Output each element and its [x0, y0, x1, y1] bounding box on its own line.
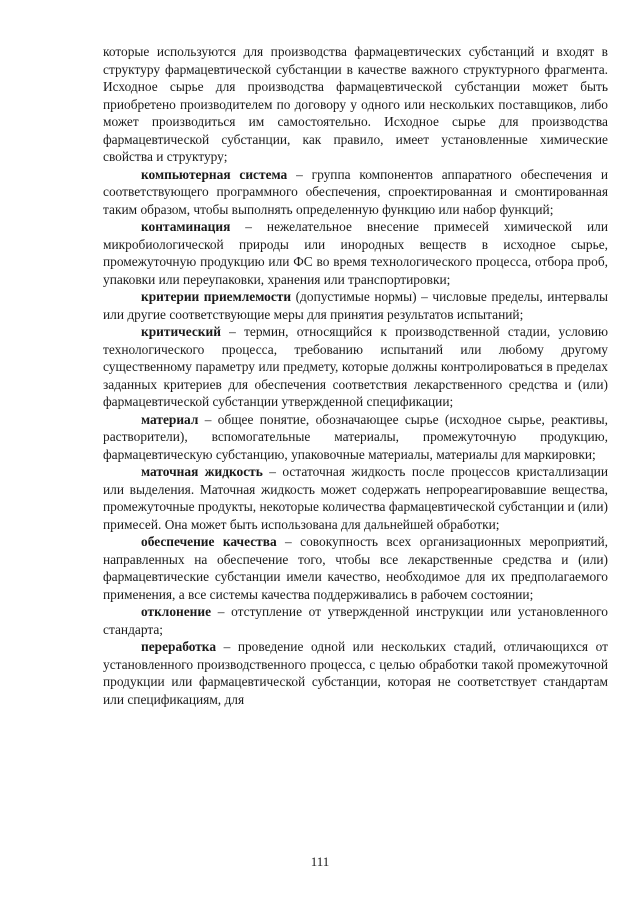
- definition-text: – проведение одной или нескольких стадий, отличающихся от установленного производственного процесса, с целью обработки такой промежуточной продукции или фармацевтической субстанции, которая не соответствует стандартам или спецификациям, для: [103, 639, 608, 707]
- term: компьютерная система: [141, 166, 288, 182]
- intro-paragraph: которые используются для производства фармацевтических субстанций и входят в структуру фармацевтической субстанции в качестве важного структурного фрагмента. Исходное сырье для производства фармацевтической субстанции может быть приобретено производителем по договору у одного или нескольких поставщиков, либо может производиться им самостоятельно. Исходное сырье для производства фармацевтической субстанции, как правило, имеет установленные химические свойства и структуру;: [103, 44, 608, 164]
- page-number: 111: [310, 854, 330, 869]
- document-page: [103, 43, 608, 708]
- definition-critical: [103, 323, 608, 411]
- definition-contamination: [103, 218, 608, 288]
- definition-text: – общее понятие, обозначающее сырье (исходное сырье, реактивы, растворители), вспомогательные материалы, промежуточную продукцию, фармацевтическую субстанцию, упаковочные материалы, материалы для маркировки;: [103, 411, 608, 462]
- term: критический: [141, 324, 221, 339]
- definition-reprocessing: [103, 638, 608, 708]
- definition-quality-assurance: [103, 533, 608, 603]
- definition-text: – отступление от утвержденной инструкции или установленного стандарта;: [103, 604, 608, 637]
- definition-text: – термин, относящийся к производственной стадии, условию технологического процесса, требованию испытаний или любому другому существенному параметру или предмету, которые должны контролироваться в пределах заданных критериев для обеспечения соответствия лекарственного средства и (или) фармацевтической субстанции утвержденной спецификации;: [103, 324, 608, 409]
- definition-text: – остаточная жидкость после процессов кристаллизации или выделения. Маточная жидкость может содержать непрореагировавшие вещества, промежуточные продукты, некоторые количества фармацевтической субстанции и (или) примесей. Она может быть использована для дальнейшей обработки;: [103, 464, 609, 532]
- definition-text: (допустимые нормы) – числовые пределы, интервалы или другие соответствующие меры для принятия результатов испытаний;: [103, 289, 608, 322]
- term: отклонение: [141, 604, 212, 619]
- definition-text: – совокупность всех организационных мероприятий, направленных на обеспечение того, чтобы все лекарственные средства и (или) фармацевтические субстанции имели качество, необходимое для их предполагаемого применения, а все системы качества поддерживались в рабочем состоянии;: [103, 534, 608, 602]
- term: критерии приемлемости: [141, 289, 292, 304]
- term: переработка: [141, 639, 217, 654]
- definition-deviation: [103, 603, 608, 638]
- definition-acceptance-criteria: [103, 288, 608, 323]
- definition-material: [103, 411, 608, 464]
- definition-text: – нежелательное внесение примесей химической или микробиологической природы или инородных веществ в исходное сырье, промежуточную продукцию или ФС во время технологического процесса, отбора проб, упаковки или переупаковки, хранения или транспортировки;: [103, 219, 608, 287]
- term: обеспечение качества: [141, 534, 277, 549]
- term: материал: [141, 411, 199, 427]
- definition-mother-liquor: [103, 463, 608, 533]
- term: контаминация: [141, 219, 231, 234]
- definition-computer-system: [103, 166, 608, 219]
- definition-text: – группа компонентов аппаратного обеспечения и соответствующего программного обеспечения, спроектированная и смонтированная таким образом, чтобы выполнять определенную функцию или набор функций;: [103, 166, 608, 217]
- term: маточная жидкость: [141, 464, 263, 479]
